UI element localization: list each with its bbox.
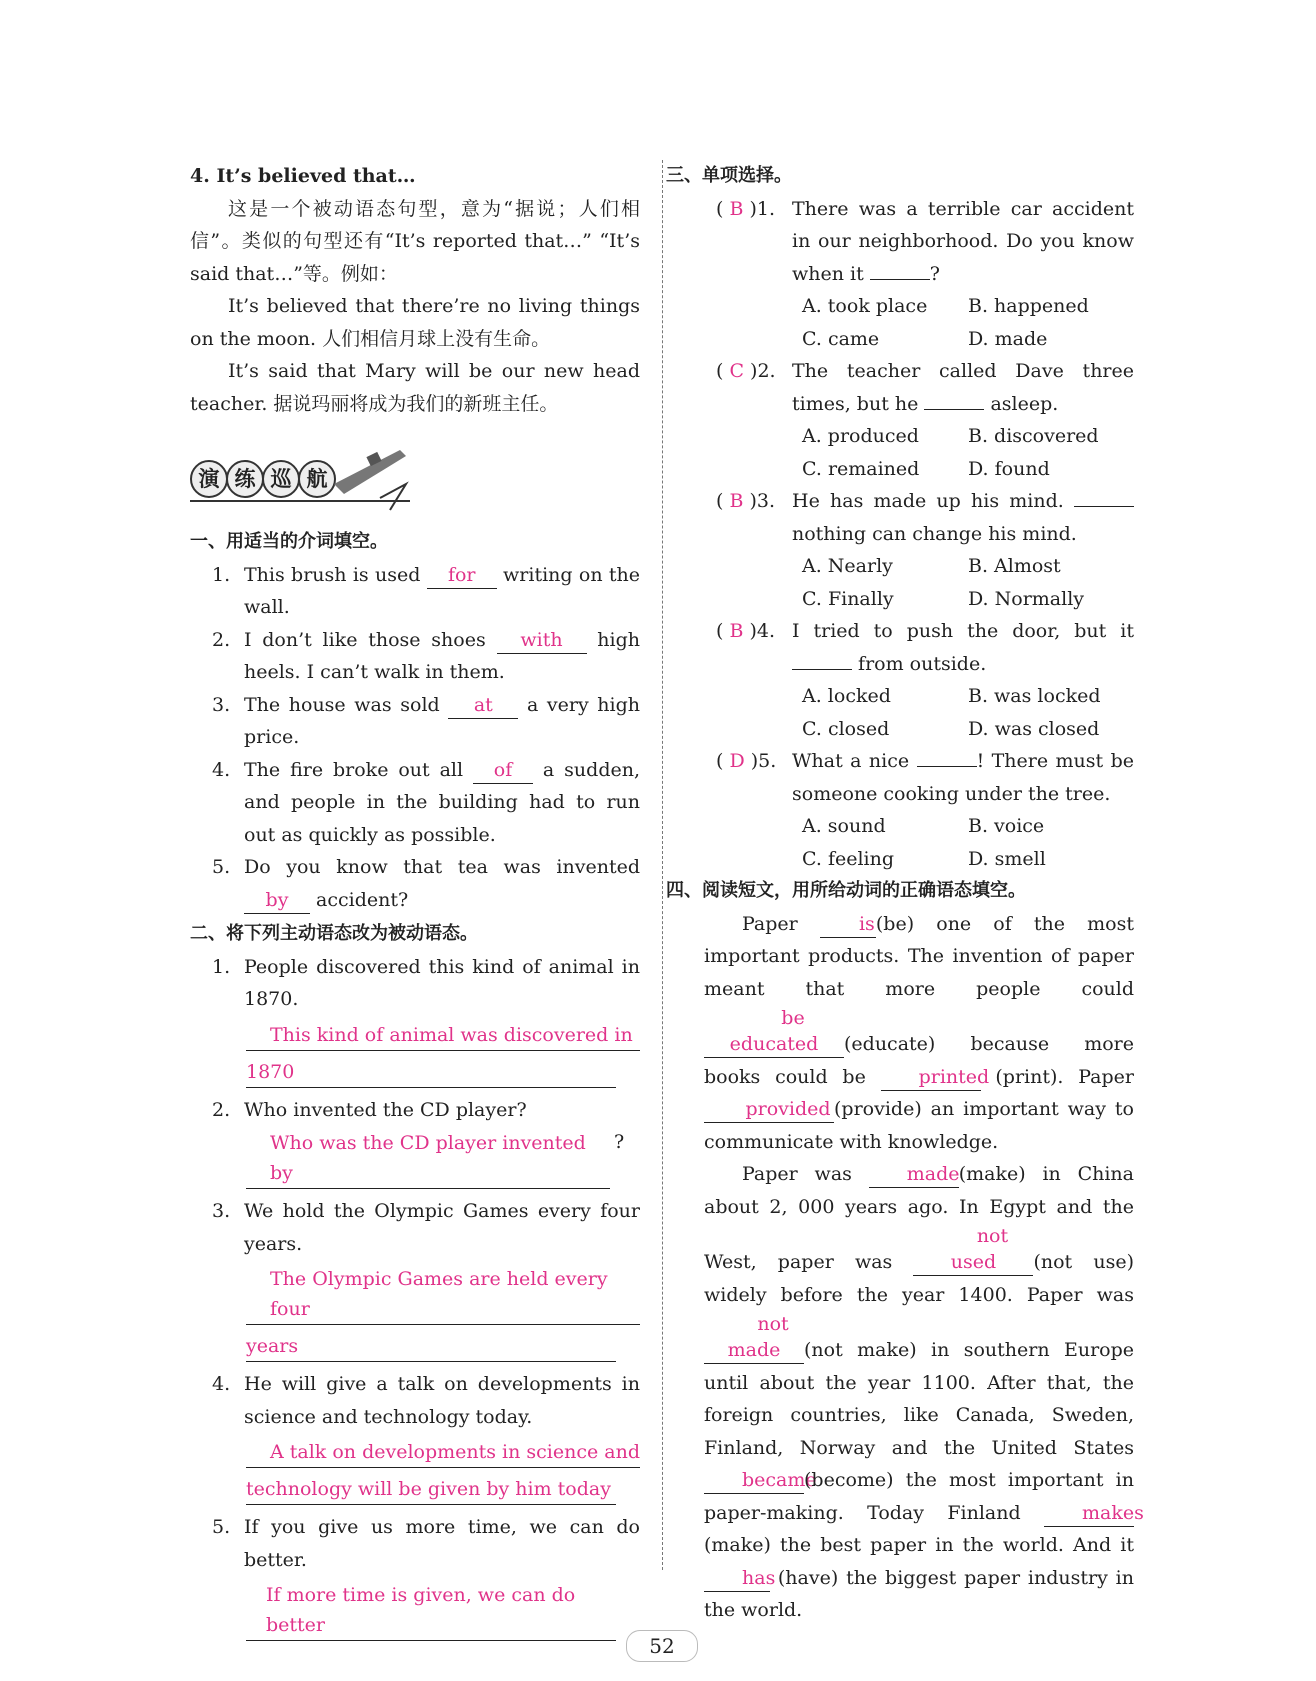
tip-paragraph-2: It’s believed that there’re no living things on the moon. 人们相信月球上没有生命。 [190, 295, 640, 350]
s2-answer-4b[interactable]: technology will be given by him today [246, 1474, 616, 1505]
s2-answer-1b[interactable]: 1870 [246, 1057, 616, 1088]
s2-answer-2-end: ? [614, 1131, 625, 1153]
s1-question-5: 5. Do you know that tea was invented by accident? [190, 851, 640, 916]
section-4-title: 四、阅读短文，用所给动词的正确语态填空。 [666, 880, 1026, 901]
banner-char-3: 巡 [262, 460, 300, 498]
passage-answer-4[interactable]: provided [704, 1096, 834, 1123]
section-2-title: 二、将下列主动语态改为被动语态。 [190, 923, 478, 944]
s2-answer-5[interactable]: If more time is given, we can do better [246, 1580, 616, 1641]
mcq-answer-5[interactable]: D [729, 750, 745, 772]
mcq-question-4: ( B )4. I tried to push the door, but it from outside. [716, 620, 1134, 675]
tip-title: 4. It’s believed that… [190, 165, 416, 187]
passage-answer-8[interactable]: became [704, 1467, 804, 1494]
mcq-options-5a: A. sound B. voice [802, 815, 1045, 837]
passage-paragraph-2: Paper was made(make) in China about 2, 000 years ago. In Egypt and the West, paper was not used (not use) widely before the year 1400. Paper was not made (not make) in southern Europe until about the year 1100. After that, the foreign countries, like Canada, Sweden, Finland, Norway and the United States became(become) the most important in paper-making. Today Finland makes(make) the best paper in the world. And it has (have) the biggest paper industry in the world. [704, 1163, 1144, 1621]
passage-answer-2[interactable]: be educated [704, 1005, 844, 1058]
s2-answer-3b[interactable]: years [246, 1331, 616, 1362]
banner-char-4: 航 [298, 460, 336, 498]
s1-question-3: 3. The house was sold at a very high price. [212, 693, 641, 748]
passage-answer-10[interactable]: has [704, 1565, 770, 1592]
passage-answer-9[interactable]: makes [1044, 1500, 1134, 1527]
passage-answer-5[interactable]: made [869, 1161, 959, 1188]
mcq-options-5b: C. feeling D. smell [802, 847, 1046, 870]
mcq-options-1a: A. took place B. happened [802, 295, 1089, 317]
passage-answer-1[interactable]: is [820, 911, 876, 938]
passage-answer-7[interactable]: not made [704, 1311, 804, 1364]
s2-answer-3a[interactable]: The Olympic Games are held every four [246, 1264, 640, 1325]
section-3-title: 三、单项选择。 [666, 165, 792, 186]
mcq-options-4a: A. locked B. was locked [802, 685, 1101, 707]
mcq-question-5: ( D )5. What a nice ! There must be someone cooking under the tree. [716, 750, 1135, 805]
column-divider [662, 160, 663, 1570]
left-column [190, 160, 640, 1647]
banner-char-1: 演 [190, 460, 228, 498]
mcq-options-4b: C. closed D. was closed [802, 717, 1100, 740]
s2-answer-4a[interactable]: A talk on developments in science and [246, 1437, 640, 1468]
s1-answer-5[interactable]: by [244, 887, 310, 914]
banner-underline [190, 500, 410, 502]
mcq-question-2: ( C )2. The teacher called Dave three times, but he asleep. [716, 360, 1134, 415]
right-column [666, 160, 1144, 1627]
section-1-title: 一、用适当的介词填空。 [190, 531, 388, 552]
s1-answer-3[interactable]: at [448, 692, 518, 719]
mcq-options-1b: C. came D. made [802, 327, 1048, 350]
mcq-question-3: ( B )3. He has made up his mind. nothing can change his mind. [688, 485, 1134, 550]
s2-question-4: 4. He will give a talk on developments in science and technology today. [212, 1373, 640, 1428]
page-number: 52 [626, 1630, 698, 1662]
s1-answer-1[interactable]: for [427, 562, 497, 589]
banner-char-2: 练 [226, 460, 264, 498]
tip-paragraph-3: It’s said that Mary will be our new head teacher. 据说玛丽将成为我们的新班主任。 [190, 360, 640, 415]
s1-question-4: 4. The fire broke out all of a sudden, and people in the building had to run out as quickly as possible. [212, 758, 641, 846]
mcq-answer-4[interactable]: B [729, 620, 744, 642]
s1-question-1: 1. This brush is used for writing on the wall. [212, 563, 641, 618]
practice-banner [190, 440, 640, 512]
s2-question-3: 3. We hold the Olympic Games every four years. [212, 1200, 640, 1255]
s1-answer-4[interactable]: of [473, 757, 533, 784]
mcq-question-1: ( B )1. There was a terrible car accident in our neighborhood. Do you know when it ? [716, 197, 1134, 285]
mcq-options-3b: C. Finally D. Normally [802, 587, 1085, 610]
s2-question-5: 5. If you give us more time, we can do better. [212, 1516, 640, 1571]
s2-question-1: 1. People discovered this kind of animal in 1870. [212, 955, 640, 1010]
passage-answer-3[interactable]: printed [881, 1064, 981, 1091]
s2-question-2: 2. Who invented the CD player? [212, 1098, 527, 1121]
s1-answer-2[interactable]: with [497, 627, 587, 654]
mcq-answer-1[interactable]: B [729, 197, 744, 220]
tip-paragraph-1: 这是一个被动语态句型，意为“据说；人们相信”。类似的句型还有“It’s reported that…” “It’s said that…”等。例如： [190, 197, 640, 285]
mcq-answer-3[interactable]: B [729, 490, 744, 512]
s2-answer-2-row [246, 1126, 640, 1195]
passage-paragraph-1: Paper is(be) one of the most important products. The invention of paper meant that more people could be educated (educate) because more books could be printed (print). Paper provided (provide) an important way to communicate with knowledge. [704, 912, 1134, 1153]
passage-answer-6[interactable]: not used [913, 1223, 1033, 1276]
s1-question-2: 2. I don’t like those shoes with high heels. I can’t walk in them. [212, 628, 641, 683]
mcq-options-2b: C. remained D. found [802, 457, 1050, 480]
s2-answer-2[interactable]: Who was the CD player invented by [246, 1128, 610, 1189]
s2-answer-1a[interactable]: This kind of animal was discovered in [246, 1020, 640, 1051]
mcq-options-3a: A. Nearly B. Almost [802, 555, 1061, 577]
mcq-answer-2[interactable]: C [729, 360, 744, 382]
mcq-options-2a: A. produced B. discovered [802, 425, 1099, 447]
